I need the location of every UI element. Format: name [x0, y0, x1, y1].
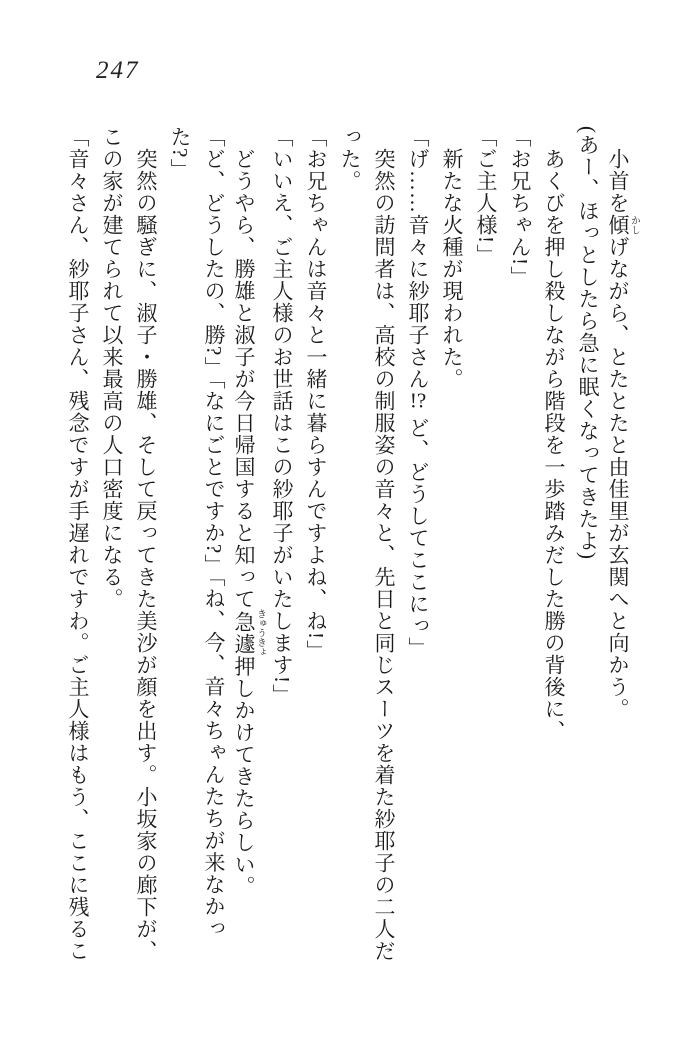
body-text [61, 126, 639, 1006]
text-line-0-0: 小首を傾 かしげながら、とたとたと由佳里が玄関へと向かう。 [606, 148, 639, 720]
text-line-12-1: この家が建てられて以来最高の人口密度になる。 [100, 126, 124, 610]
text-line-8-0: 「お兄ちゃんは音々と一緒に暮らすんですよね、ね!」 [304, 126, 328, 662]
text-line-7-0: 突然の訪問者は、高校の制服姿の音々と、先日と同じスーツを着た紗耶子の二人だ [372, 148, 396, 962]
tate-chu-yoko: !? [409, 390, 427, 411]
text-line-6-0: 「げ……音々に紗耶子さん!? ど、どうしてここにっ」 [406, 126, 430, 660]
text-line-12-0: 突然の騒ぎに、淑子・勝雄、そして戻ってきた美沙が顔を出す。小坂家の廊下が、 [134, 148, 158, 962]
text-line-5-0: 新たな火種が現われた。 [440, 148, 464, 390]
ruby-annotated-text: 急遽 きゅうきょ [232, 609, 265, 657]
text-line-13-0: 「音々さん、紗耶子さん、残念ですが手遅れですわ。ご主人様はもう、ここに残るこ [66, 126, 90, 962]
text-line-1-0: (あー、ほっとしたら急に眠くなってきたよ) [576, 126, 600, 560]
text-line-3-0: 「お兄ちゃん!」 [508, 126, 532, 288]
text-line-11-0: 「ど、どうしたの、勝?」「なにごとですか?」「ね、今、音々ちゃんたちが来なかっ [202, 126, 226, 940]
text-line-7-1: った。 [338, 126, 362, 192]
text-line-2-0: あくびを押し殺しながら階段を一歩踏みだした勝の背後に、 [542, 148, 566, 742]
page-number: 247 [96, 57, 140, 84]
text-line-10-0: どうやら、勝雄と淑子が今日帰国すると知って急遽 きゅうきょ押しかけてきたらしい。 [232, 148, 265, 898]
text-line-4-0: 「ご主人様!」 [474, 126, 498, 266]
text-line-9-0: 「いいえ、ご主人様のお世話はこの紗耶子がいたします!」 [270, 126, 294, 706]
text-line-11-1: た?」 [168, 126, 192, 181]
ruby-annotated-text: 傾 かし [606, 214, 639, 236]
